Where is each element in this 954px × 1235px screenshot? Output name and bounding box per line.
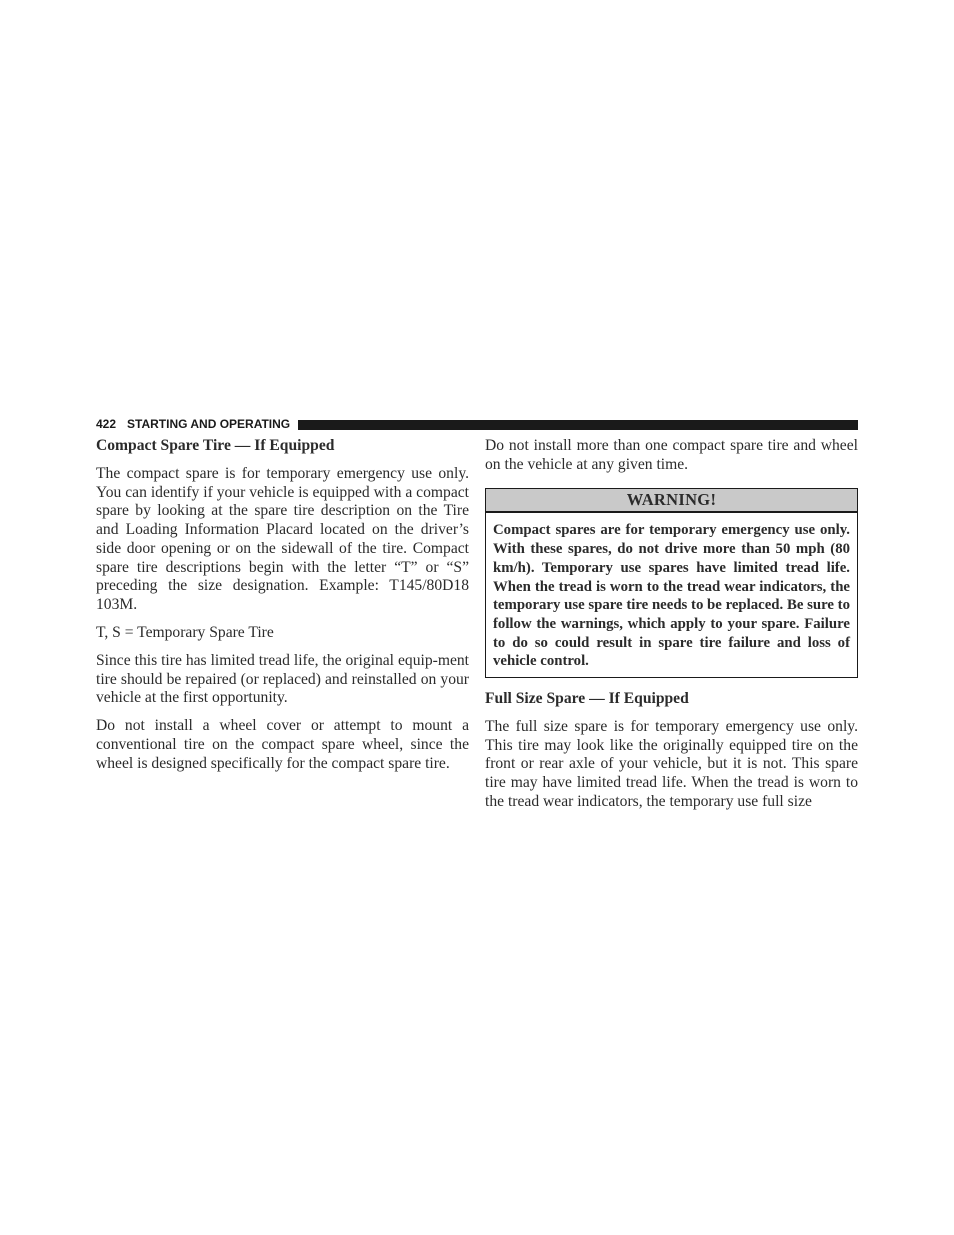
one-spare-paragraph: Do not install more than one compact spare tire and wheel on the vehicle at any given time. [485,437,858,473]
page-number: 422 [96,417,117,431]
warning-text: Compact spares are for temporary emergency use only. With these spares, do not drive more than 50 mph (80 km/h). Temporary use spares have limited tread life. When the tread is worn to the tread wear indicators, the temporary use spare tire needs to be replaced. Be sure to follow the warnings, which apply to your spare. Failure to do so could result in spare tire failure and loss of vehicle control. [493,522,850,670]
page-header [96,417,858,432]
limited-tread-paragraph: Since this tire has limited tread life, the original equip-​ment tire should be repaired (or replaced) and reinstalled on your vehicle at the first opportunity. [96,651,469,707]
full-size-spare-paragraph: The full size spare is for temporary emergency use only. This tire may look like the originally equipped tire on the front or rear axle of your vehicle, but it is not. This spare tire may have limited tread life. When the tread is worn to the tread wear indicators, the temporary use full size [485,718,858,810]
wheel-cover-paragraph: Do not install a wheel cover or attempt to mount a conventional tire on the compact spare wheel, since the wheel is designed specifically for the compact spare tire. [96,717,469,772]
warning-title: WARNING! [486,489,857,513]
temporary-spare-definition: T, S = Temporary Spare Tire [96,623,274,641]
compact-spare-heading: Compact Spare Tire — If Equipped [96,437,335,454]
right-column [485,437,858,821]
header-rule [298,420,858,430]
full-size-spare-heading: Full Size Spare — If Equipped [485,690,689,708]
section-title: STARTING AND OPERATING [127,417,291,431]
left-column [96,437,469,783]
warning-box [485,488,858,678]
compact-spare-paragraph: The compact spare is for temporary emergency use only. You can identify if your vehicle is equipped with a compact spare by looking at the spare tire description on the Tire and Loading Information Placard located on the driver’s side door opening or on the sidewall of the tire. Compact spare tire descriptions begin with the letter “T” or “S” preceding the size designation. Example: T145/​80D18 103M. [96,465,469,613]
